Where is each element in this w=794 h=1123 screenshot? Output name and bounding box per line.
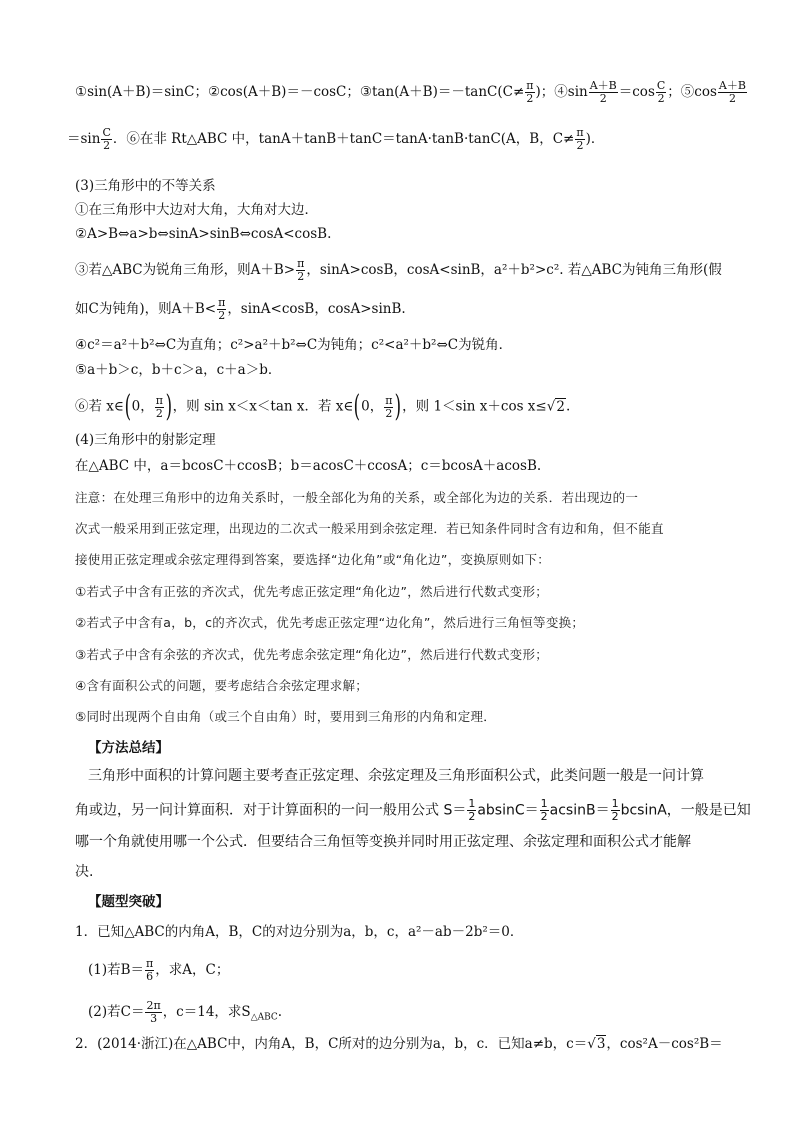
inequality-item-4: ④c²＝a²＋b²⇔C为直角；c²>a²＋b²⇔C为钝角；c²<a²＋b²⇔C为锐角．	[75, 337, 513, 353]
text: ；⑤cos	[667, 84, 717, 100]
fraction: $\frac{A+B}{2}$	[589, 79, 617, 105]
inequality-item-2: ②A>B⇔a>b⇔sinA>sinB⇔cosA<cosB.	[75, 226, 332, 242]
note-paragraph-line-2: 次式一般采用到正弦定理，出现边的二次式一般采用到余弦定理．若已知条件同时含有边和角，但不能直	[75, 521, 664, 536]
method-line-3: 哪一个角就使用哪一个公式．但要结合三角恒等变换并同时用正弦定理、余弦定理和面积公式才能解	[75, 834, 691, 850]
note-rule-5: ⑤同时出现两个自由角（或三个自由角）时，要用到三角形的内角和定理．	[75, 709, 497, 724]
sqrt-symbol: √	[587, 1036, 596, 1052]
method-line-2: 角或边，另一问计算面积．对于计算面积的一问一般用公式 S＝ $\frac{1}{2}$ absinC＝ $\frac{1}{2}$ acsinB＝ $\frac{1}{2}$ bcsinA，一般是已知	[75, 797, 751, 823]
fraction: $\frac{2\pi}{3}$	[146, 999, 161, 1025]
fraction: $\frac{\pi}{2}$	[218, 296, 226, 322]
text: )；④sin	[535, 84, 588, 100]
fraction: $\frac{\pi}{2}$	[576, 126, 584, 152]
text: ．⑥在非 Rt△ABC 中，tanA＋tanB＋tanC＝tanA·tanB·tanC(A，B，C≠	[112, 131, 575, 147]
method-line-1: 三角形中面积的计算问题主要考查正弦定理、余弦定理及三角形面积公式，此类问题一般是一问计算	[88, 768, 704, 784]
question-2: 2．(2014·浙江)在△ABC中，内角A，B，C所对的边分别为a，b，c．已知a≠b，c＝√3，cos²A－cos²B＝	[75, 1036, 723, 1052]
fraction: $\frac{\pi}{6}$	[146, 957, 154, 983]
note-rule-1: ①若式子中含有正弦的齐次式，优先考虑正弦定理“角化边”，然后进行代数式变形；	[75, 584, 549, 599]
fraction: $\frac{1}{2}$	[611, 797, 619, 823]
practice-heading: 【题型突破】	[88, 894, 169, 910]
inequality-item-3a: ③若△ABC为锐角三角形，则A＋B> $\frac{\pi}{2}$ ，sinA>cosB，cosA<sinB，a²＋b²>c². 若△ABC为钝角三角形(假	[75, 257, 722, 283]
fraction: $\frac{\pi}{2}$	[526, 79, 534, 105]
text: ＝cos	[618, 84, 655, 100]
inequality-item-1: ①在三角形中大边对大角，大角对大边．	[75, 202, 318, 218]
fraction: $\frac{\pi}{2}$	[155, 393, 163, 420]
section-title-projection: (4)三角形中的射影定理	[75, 432, 216, 448]
text: ＝sin	[67, 131, 101, 147]
text: ①sin(A＋B)＝sinC；②cos(A＋B)＝－cosC；③tan(A＋B)＝－tanC(C≠	[75, 84, 525, 100]
inequality-item-5: ⑤a＋b＞c，b＋c＞a，c＋a＞b．	[75, 362, 282, 378]
fraction: $\frac{C}{2}$	[656, 79, 666, 105]
sqrt-symbol: √	[546, 398, 556, 415]
projection-formula: 在△ABC 中，a＝bcosC＋ccosB；b＝acosC＋ccosA；c＝bcosA＋acosB.	[75, 458, 542, 474]
note-rule-2: ②若式子中含有a，b，c的齐次式，优先考虑正弦定理“边化角”，然后进行三角恒等变换；	[75, 615, 585, 630]
inequality-item-3b: 如C为钝角)，则A＋B< $\frac{\pi}{2}$ ，sinA<cosB，cosA>sinB.	[75, 296, 406, 322]
question-1-part-2: (2)若C＝ $\frac{2\pi}{3}$ ，c＝14，求$S_{\triangle ABC}$.	[88, 999, 283, 1025]
fraction: $\frac{A+B}{2}$	[718, 79, 746, 105]
question-1-part-1: (1)若B＝ $\frac{\pi}{6}$ ，求A，C；	[88, 957, 230, 983]
identities-line-2	[67, 127, 744, 152]
method-heading: 【方法总结】	[88, 740, 169, 756]
note-rule-4: ④含有面积公式的问题，要考虑结合余弦定理求解；	[75, 678, 369, 693]
note-paragraph-line-3: 接使用正弦定理或余弦定理得到答案，要选择“边化角”或“角化边”，变换原则如下：	[75, 552, 551, 567]
text: )．	[585, 131, 605, 147]
fraction: $\frac{1}{2}$	[540, 797, 548, 823]
section-title-inequalities: (3)三角形中的不等关系	[75, 178, 216, 194]
question-1: 1．已知△ABC的内角A，B，C的对边分别为a，b，c，a²－ab－2b²＝0．	[75, 924, 524, 940]
fraction: $\frac{C}{2}$	[102, 126, 111, 152]
note-rule-3: ③若式子中含有余弦的齐次式，优先考虑余弦定理“角化边”，然后进行代数式变形；	[75, 647, 549, 662]
method-line-4: 决.	[75, 864, 94, 880]
note-paragraph-line-1: 注意：在处理三角形中的边角关系时，一般全部化为角的关系，或全部化为边的关系．若出现边的一	[75, 490, 639, 505]
identities-line-1	[75, 80, 744, 105]
fraction: $\frac{\pi}{2}$	[297, 257, 305, 283]
inequality-item-6: ⑥若 x∈(0， $\frac{\pi}{2}$ )，则 sin x＜x＜tan x．若 x∈(0， $\frac{\pi}{2}$ )，则 1＜sin x＋cos x≤√2.	[75, 389, 571, 424]
fraction: $\frac{\pi}{2}$	[385, 393, 393, 420]
fraction: $\frac{1}{2}$	[468, 797, 476, 823]
